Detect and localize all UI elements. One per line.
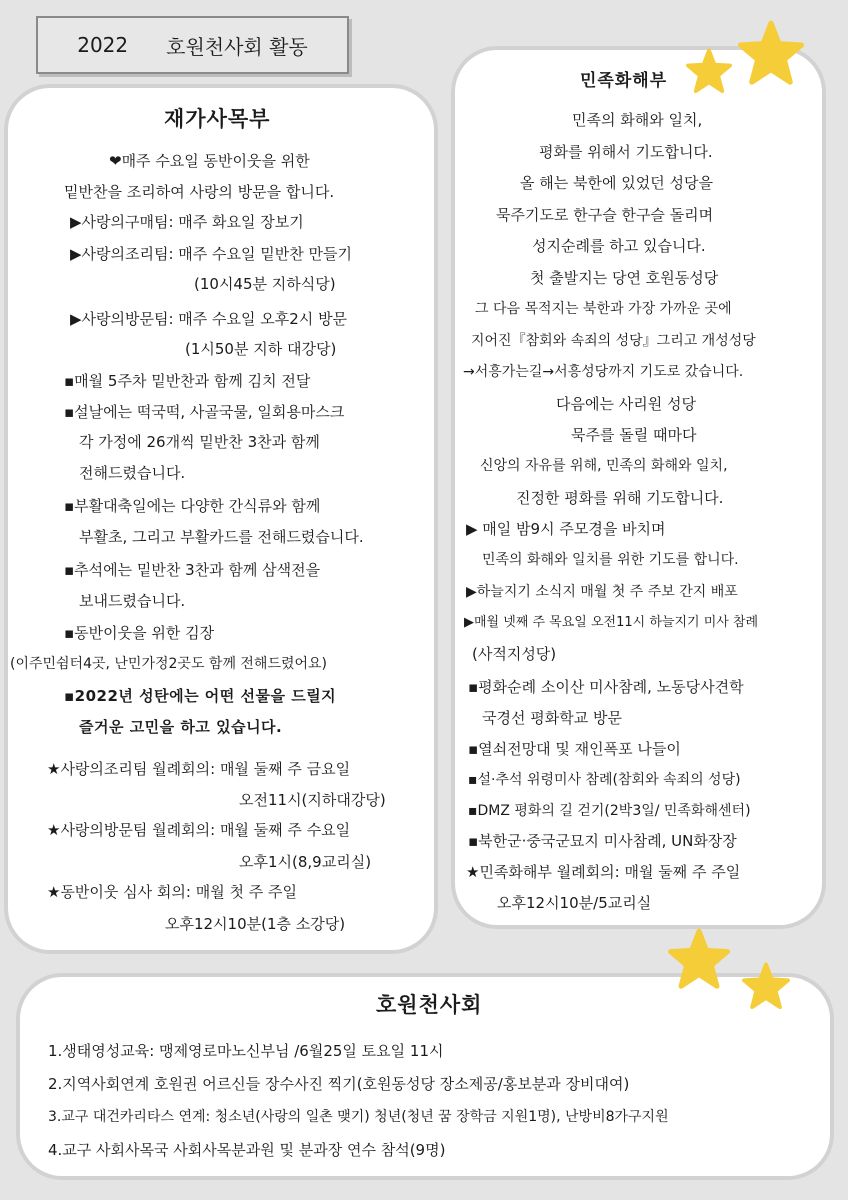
right-line: 민족의 화해와 일치를 위한 기도를 합니다.: [482, 552, 739, 568]
left-line: (10시45분 지하식당): [194, 275, 336, 293]
bottom-line: 2.지역사회연계 호원권 어르신들 장수사진 찍기(호원동성당 장소제공/홍보분과 장비대여): [48, 1075, 630, 1093]
left-line: ▶사랑의방문팀: 매주 수요일 오후2시 방문: [70, 310, 348, 328]
right-line: (사적지성당): [472, 645, 557, 663]
left-line: 각 가정에 26개씩 밑반찬 3찬과 함께: [79, 433, 320, 451]
right-line: 지어진『참회와 속죄의 성당』그리고 개성성당: [471, 333, 756, 349]
right-line: 민족의 화해와 일치,: [572, 111, 703, 129]
right-line: 다음에는 사리원 성당: [556, 395, 696, 413]
left-line: ▪설날에는 떡국떡, 사골국물, 일회용마스크: [64, 403, 345, 421]
left-line: 오전11시(지하대강당): [239, 791, 386, 809]
left-line: ★동반이웃 심사 회의: 매월 첫 주 주일: [47, 883, 297, 901]
left-line: ❤매주 수요일 동반이웃을 위한: [109, 152, 310, 170]
right-line: ▪북한군·중국군묘지 미사참례, UN화장장: [468, 832, 737, 850]
right-line: 진정한 평화를 위해 기도합니다.: [516, 489, 724, 507]
right-line: 묵주를 돌릴 때마다: [571, 426, 697, 444]
right-line: ▪DMZ 평화의 길 걷기(2박3일/ 민족화해센터): [468, 803, 751, 819]
left-line: ▪매월 5주차 밑반찬과 함께 김치 전달: [64, 372, 311, 390]
right-line: 올 해는 북한에 있었던 성당을: [520, 174, 713, 192]
star-icon: [738, 20, 804, 86]
left-line: 오후1시(8,9교리실): [239, 853, 372, 871]
left-heading: 재가사목부: [164, 107, 271, 131]
left-line: 오후12시10분(1층 소강당): [165, 915, 346, 933]
right-line: ▪설·추석 위령미사 참례(참회와 속죄의 성당): [468, 772, 741, 788]
left-line: ▪부활대축일에는 다양한 간식류와 함께: [64, 497, 321, 515]
left-line: 전해드렸습니다.: [79, 464, 186, 482]
right-line: →서흥가는길→서흥성당까지 기도로 갔습니다.: [463, 364, 744, 380]
bottom-heading: 호원천사회: [376, 993, 483, 1017]
right-line: ▪평화순례 소이산 미사참례, 노동당사견학: [468, 678, 744, 696]
left-line: 부활초, 그리고 부활카드를 전해드렸습니다.: [79, 528, 364, 546]
page-title-box: [36, 16, 349, 74]
right-line: ▪열쇠전망대 및 재인폭포 나들이: [468, 740, 681, 758]
star-icon: [742, 962, 790, 1010]
title-year: 2022: [77, 33, 129, 57]
right-line: ▶매월 넷째 주 목요일 오전11시 하늘지기 미사 참례: [464, 615, 759, 630]
left-line: (1시50분 지하 대강당): [185, 340, 337, 358]
right-line: 성지순례를 하고 있습니다.: [532, 237, 706, 255]
right-line: 그 다음 목적지는 북한과 가장 가까운 곳에: [475, 301, 732, 317]
left-line: ▶사랑의조리팀: 매주 수요일 밑반찬 만들기: [70, 245, 352, 263]
left-line: ▪동반이웃을 위한 김장: [64, 624, 215, 642]
star-icon: [668, 928, 730, 990]
right-line: 국경선 평화학교 방문: [482, 709, 622, 727]
left-line: ★사랑의조리팀 월례회의: 매월 둘째 주 금요일: [47, 760, 351, 778]
right-line: 첫 출발지는 당연 호원동성당: [530, 269, 719, 287]
right-line: ▶하늘지기 소식지 매월 첫 주 주보 간지 배포: [466, 584, 738, 600]
bottom-line: 4.교구 사회사목국 사회사목분과원 및 분과장 연수 참석(9명): [48, 1141, 446, 1159]
left-line: 보내드렸습니다.: [79, 592, 186, 610]
right-line: 평화를 위해서 기도합니다.: [539, 143, 713, 161]
star-icon: [686, 48, 732, 94]
right-heading: 민족화해부: [580, 71, 668, 91]
right-line: 오후12시10분/5교리실: [497, 894, 652, 912]
right-line: ▶ 매일 밤9시 주모경을 바치며: [466, 520, 666, 538]
bottom-line: 1.생태영성교육: 맹제영로마노신부님 /6월25일 토요일 11시: [48, 1042, 444, 1060]
left-line: ▪2022년 성탄에는 어떤 선물을 드릴지: [64, 687, 337, 705]
left-line: ▶사랑의구매팀: 매주 화요일 장보기: [70, 213, 304, 231]
right-line: ★민족화해부 월례회의: 매월 둘째 주 주일: [466, 863, 741, 881]
right-line: 묵주기도로 한구슬 한구슬 돌리며: [496, 206, 714, 224]
left-line: ★사랑의방문팀 월례회의: 매월 둘째 주 수요일: [47, 821, 351, 839]
left-line: ▪추석에는 밑반찬 3찬과 함께 삼색전을: [64, 561, 321, 579]
bottom-line: 3.교구 대건카리타스 연계: 청소년(사랑의 일촌 맺기) 청년(청년 꿈 장학금 지원1명), 난방비8가구지원: [48, 1109, 669, 1125]
right-line: 신앙의 자유를 위해, 민족의 화해와 일치,: [480, 458, 728, 474]
left-line: (이주민쉼터4곳, 난민가정2곳도 함께 전해드렸어요): [10, 656, 328, 672]
title-label: 호원천사회 활동: [166, 34, 308, 59]
left-line: 즐거운 고민을 하고 있습니다.: [79, 718, 283, 736]
left-line: 밑반찬을 조리하여 사랑의 방문을 합니다.: [64, 183, 335, 201]
